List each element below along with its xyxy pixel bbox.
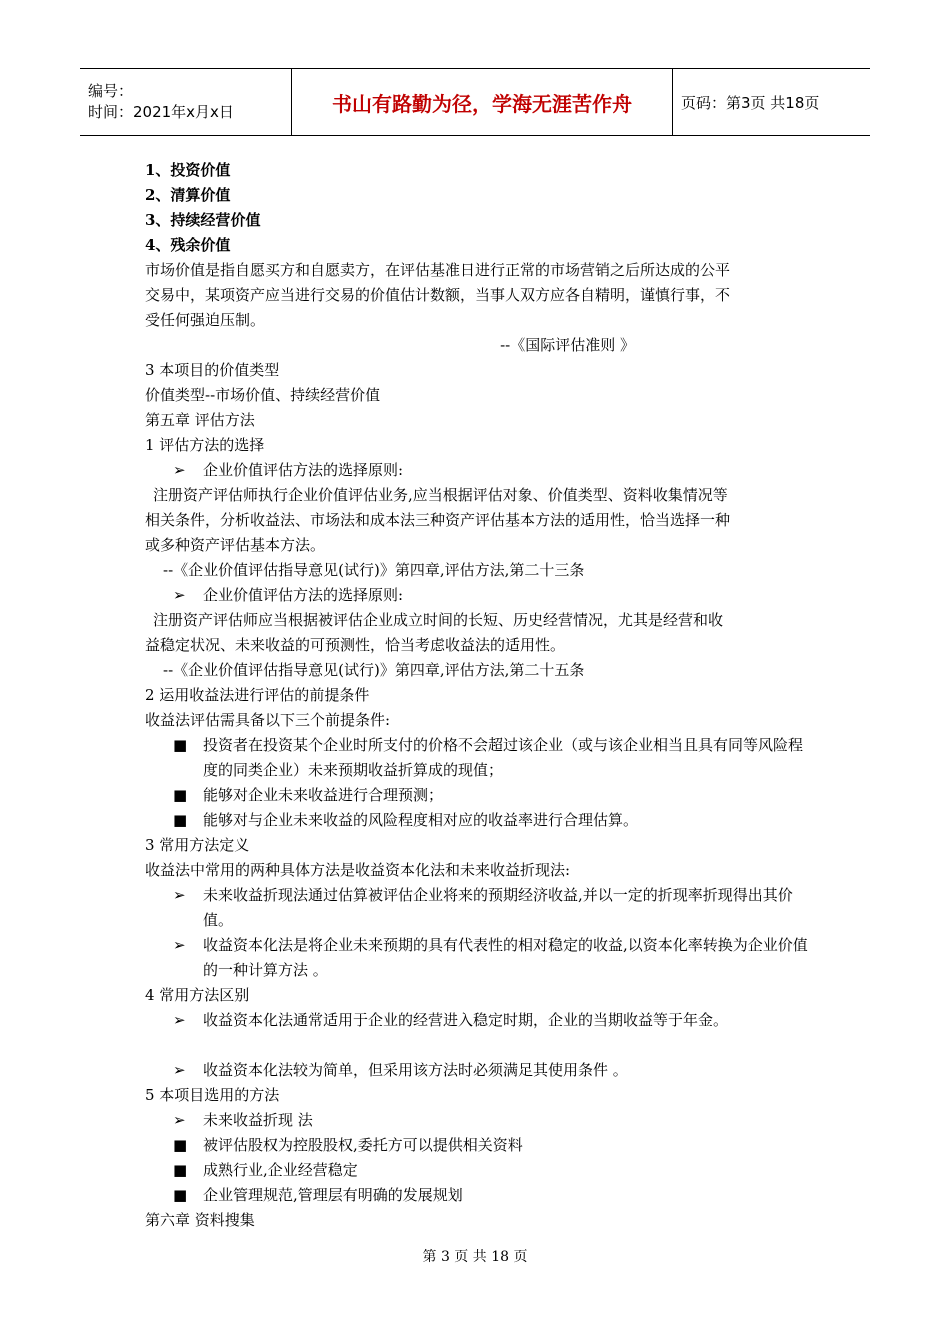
list-item <box>145 1133 815 1158</box>
list-item-text: 能够对与企业未来收益的风险程度相对应的收益率进行合理估算。 <box>203 811 639 829</box>
list-item-text: 未来收益折现 法 <box>203 1111 313 1129</box>
citation: --《企业价值评估指导意见(试行)》第四章,评估方法,第二十五条 <box>163 661 585 679</box>
paragraph-line: 益稳定状况、未来收益的可预测性，恰当考虑收益法的适用性。 <box>145 636 566 654</box>
section-heading: 1 评估方法的选择 <box>145 436 265 454</box>
list-item <box>145 733 815 783</box>
list-item <box>145 1183 815 1208</box>
arrow-bullet-icon: ➢ <box>173 1061 186 1079</box>
list-item <box>145 1008 815 1033</box>
list-item <box>145 458 815 483</box>
list-item <box>145 883 815 933</box>
citation: --《国际评估准则 》 <box>500 336 635 354</box>
page-footer: 第 3 页 共 18 页 <box>422 1249 528 1265</box>
list-item-text: 企业价值评估方法的选择原则: <box>203 461 404 479</box>
paragraph-line: 交易中，某项资产应当进行交易的价值估计数额，当事人双方应各自精明，谨慎行事，不 <box>145 286 731 304</box>
paragraph-line: 注册资产评估师应当根据被评估企业成立时间的长短、历史经营情况，尤其是经营和收 <box>153 611 724 629</box>
list-item-text: 能够对企业未来收益进行合理预测； <box>203 786 444 804</box>
paragraph-line: 或多种资产评估基本方法。 <box>145 536 326 554</box>
section-heading: 3 常用方法定义 <box>145 836 250 854</box>
list-item <box>145 808 815 833</box>
arrow-bullet-icon: ➢ <box>173 886 186 904</box>
section-heading: 2 运用收益法进行评估的前提条件 <box>145 686 370 704</box>
square-bullet-icon: ■ <box>173 1136 188 1154</box>
citation: --《企业价值评估指导意见(试行)》第四章,评估方法,第二十三条 <box>163 561 585 579</box>
list-item-text: 被评估股权为控股股权,委托方可以提供相关资料 <box>203 1136 523 1154</box>
paragraph-line: 受任何强迫压制。 <box>145 311 266 329</box>
blank-line <box>145 1033 815 1058</box>
list-item-text: 投资者在投资某个企业时所支付的价格不会超过该企业（或与该企业相当且具有同等风险程度的同类企业）未来预期收益折算成的现值； <box>203 736 804 779</box>
value-item: 3、持续经营价值 <box>145 211 261 229</box>
paragraph-line: 注册资产评估师执行企业价值评估业务,应当根据评估对象、价值类型、资料收集情况等 <box>153 486 728 504</box>
arrow-bullet-icon: ➢ <box>173 586 186 604</box>
page-info: 页码：第3页 共18页 <box>673 69 871 136</box>
list-item-text: 企业管理规范,管理层有明确的发展规划 <box>203 1186 463 1204</box>
number-label: 编号： <box>88 82 134 100</box>
section-heading: 3 本项目的价值类型 <box>145 361 280 379</box>
section-heading: 5 本项目选用的方法 <box>145 1086 280 1104</box>
paragraph-line: 收益法评估需具备以下三个前提条件: <box>145 711 391 729</box>
list-item-text: 收益资本化法是将企业未来预期的具有代表性的相对稳定的收益,以资本化率转换为企业价值的一种计算方法 。 <box>203 936 808 979</box>
square-bullet-icon: ■ <box>173 811 188 829</box>
header-table <box>80 68 870 136</box>
arrow-bullet-icon: ➢ <box>173 936 186 954</box>
square-bullet-icon: ■ <box>173 1161 188 1179</box>
chapter-heading: 第五章 评估方法 <box>145 411 255 429</box>
chapter-heading: 第六章 资料搜集 <box>145 1211 255 1229</box>
arrow-bullet-icon: ➢ <box>173 1011 186 1029</box>
section-heading: 4 常用方法区别 <box>145 986 250 1004</box>
list-item-text: 成熟行业,企业经营稳定 <box>203 1161 358 1179</box>
list-item <box>145 783 815 808</box>
list-item <box>145 933 815 983</box>
square-bullet-icon: ■ <box>173 1186 188 1204</box>
arrow-bullet-icon: ➢ <box>173 1111 186 1129</box>
paragraph-line: 相关条件，分析收益法、市场法和成本法三种资产评估基本方法的适用性，恰当选择一种 <box>145 511 731 529</box>
list-item <box>145 583 815 608</box>
list-item-text: 企业价值评估方法的选择原则: <box>203 586 404 604</box>
value-item: 2、清算价值 <box>145 186 231 204</box>
header-left-cell <box>80 69 292 136</box>
list-item-text: 收益资本化法通常适用于企业的经营进入稳定时期，企业的当期收益等于年金。 <box>203 1011 729 1029</box>
list-item-text: 收益资本化法较为简单，但采用该方法时必须满足其使用条件 。 <box>203 1061 628 1079</box>
list-item <box>145 1108 815 1133</box>
date-label: 时间：2021年x月x日 <box>88 103 234 121</box>
square-bullet-icon: ■ <box>173 786 188 804</box>
document-body <box>145 158 815 1233</box>
paragraph-line: 市场价值是指自愿买方和自愿卖方，在评估基准日进行正常的市场营销之后所达成的公平 <box>145 261 731 279</box>
paragraph-line: 价值类型--市场价值、持续经营价值 <box>145 386 381 404</box>
paragraph-line: 收益法中常用的两种具体方法是收益资本化法和未来收益折现法: <box>145 861 571 879</box>
square-bullet-icon: ■ <box>173 736 188 754</box>
list-item-text: 未来收益折现法通过估算被评估企业将来的预期经济收益,并以一定的折现率折现得出其价值。 <box>203 886 793 929</box>
list-item <box>145 1058 815 1083</box>
arrow-bullet-icon: ➢ <box>173 461 186 479</box>
value-item: 4、残余价值 <box>145 236 231 254</box>
list-item <box>145 1158 815 1183</box>
motto: 书山有路勤为径，学海无涯苦作舟 <box>292 69 673 136</box>
value-item: 1、投资价值 <box>145 161 231 179</box>
